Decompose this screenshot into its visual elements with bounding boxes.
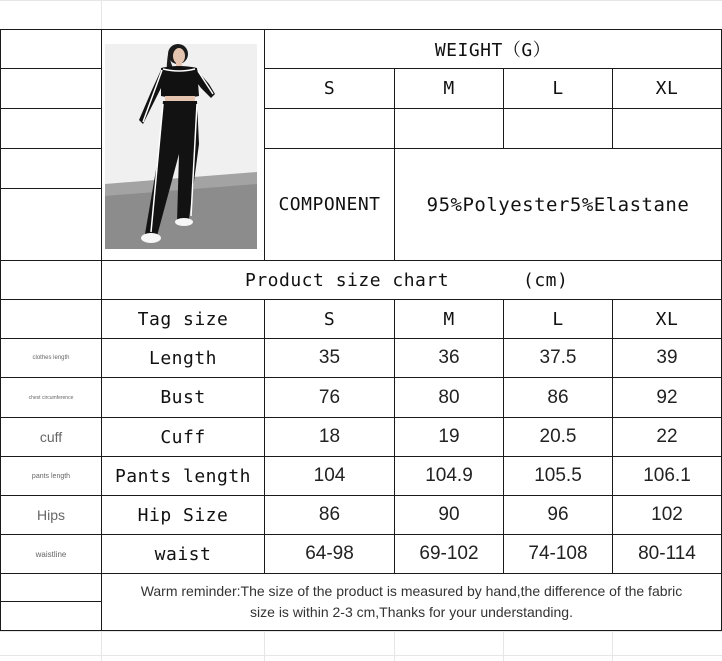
table-cell: 37.5 — [539, 347, 577, 368]
sheet-gridline — [0, 655, 722, 656]
size-l-header: L — [552, 308, 564, 330]
table-cell: 35 — [318, 347, 341, 368]
sheet-gridline — [0, 631, 722, 632]
product-photo-icon — [105, 44, 257, 249]
table-cell: 92 — [656, 386, 678, 408]
table-cell: 105.5 — [534, 465, 582, 486]
table-cell: 74-108 — [528, 543, 588, 564]
table-cell: 19 — [438, 426, 460, 447]
table-cell: 39 — [656, 347, 678, 368]
row-side-label: Hips — [36, 507, 65, 523]
table-cell: 22 — [656, 426, 678, 447]
row-name: Bust — [160, 387, 206, 408]
row-name: Cuff — [160, 426, 206, 448]
table-cell: 102 — [651, 504, 683, 525]
warm-reminder-line1: Warm reminder:The size of the product is measured by hand,the difference of the fabric — [140, 583, 683, 599]
weight-size-xl: XL — [655, 78, 679, 99]
table-cell: 96 — [547, 504, 569, 525]
row-side-label: pants length — [31, 472, 71, 480]
table-cell: 104.9 — [425, 465, 473, 486]
sheet-gridline — [503, 631, 504, 661]
chart-title-row — [102, 261, 721, 299]
row-name: Pants length — [114, 465, 252, 487]
size-xl-header: XL — [655, 308, 679, 330]
row-name: waist — [154, 543, 212, 565]
sheet-gridline — [612, 631, 613, 661]
row-name: Hip Size — [137, 504, 229, 526]
component-label: COMPONENT — [278, 194, 381, 215]
table-cell: 18 — [318, 426, 341, 447]
product-photo — [105, 44, 257, 249]
table-cell: 76 — [318, 386, 341, 408]
table-cell: 36 — [438, 347, 460, 368]
sheet-gridline — [0, 0, 722, 1]
warm-reminder-line2: size is within 2-3 cm,Thanks for your understanding. — [250, 604, 573, 620]
table-cell: 106.1 — [643, 465, 691, 486]
size-s-header: S — [323, 308, 336, 330]
table-cell: 80-114 — [638, 543, 696, 564]
table-cell: 20.5 — [539, 426, 577, 447]
table-cell: 86 — [547, 386, 569, 408]
row-side-label: clothes length — [32, 355, 70, 361]
component-value: 95%Polyester5%Elastane — [426, 193, 690, 216]
row-name: Length — [148, 347, 218, 369]
sheet-gridline — [101, 0, 102, 30]
row-side-label: chest circumference — [28, 394, 74, 401]
tag-size-label: Tag size — [137, 308, 229, 330]
weight-size-l: L — [552, 78, 564, 99]
table-cell: 86 — [318, 504, 341, 525]
sheet-gridline — [101, 631, 102, 661]
table-cell: 69-102 — [419, 543, 479, 564]
sheet-gridline — [264, 631, 265, 661]
table-cell: 80 — [438, 386, 460, 408]
sheet-gridline — [394, 631, 395, 661]
table-cell: 104 — [313, 465, 346, 486]
weight-size-m: M — [443, 78, 455, 99]
table-cell: 64-98 — [305, 543, 354, 564]
warm-reminder — [102, 574, 721, 630]
chart-unit: (cm) — [523, 269, 569, 291]
chart-title: Product size chart — [245, 269, 450, 291]
table-cell: 90 — [438, 504, 460, 525]
weight-size-s: S — [323, 78, 336, 99]
size-m-header: M — [443, 308, 455, 330]
weight-title: WEIGHT（G） — [434, 40, 552, 61]
row-side-label: cuff — [39, 429, 63, 445]
row-side-label: waistline — [35, 549, 67, 559]
